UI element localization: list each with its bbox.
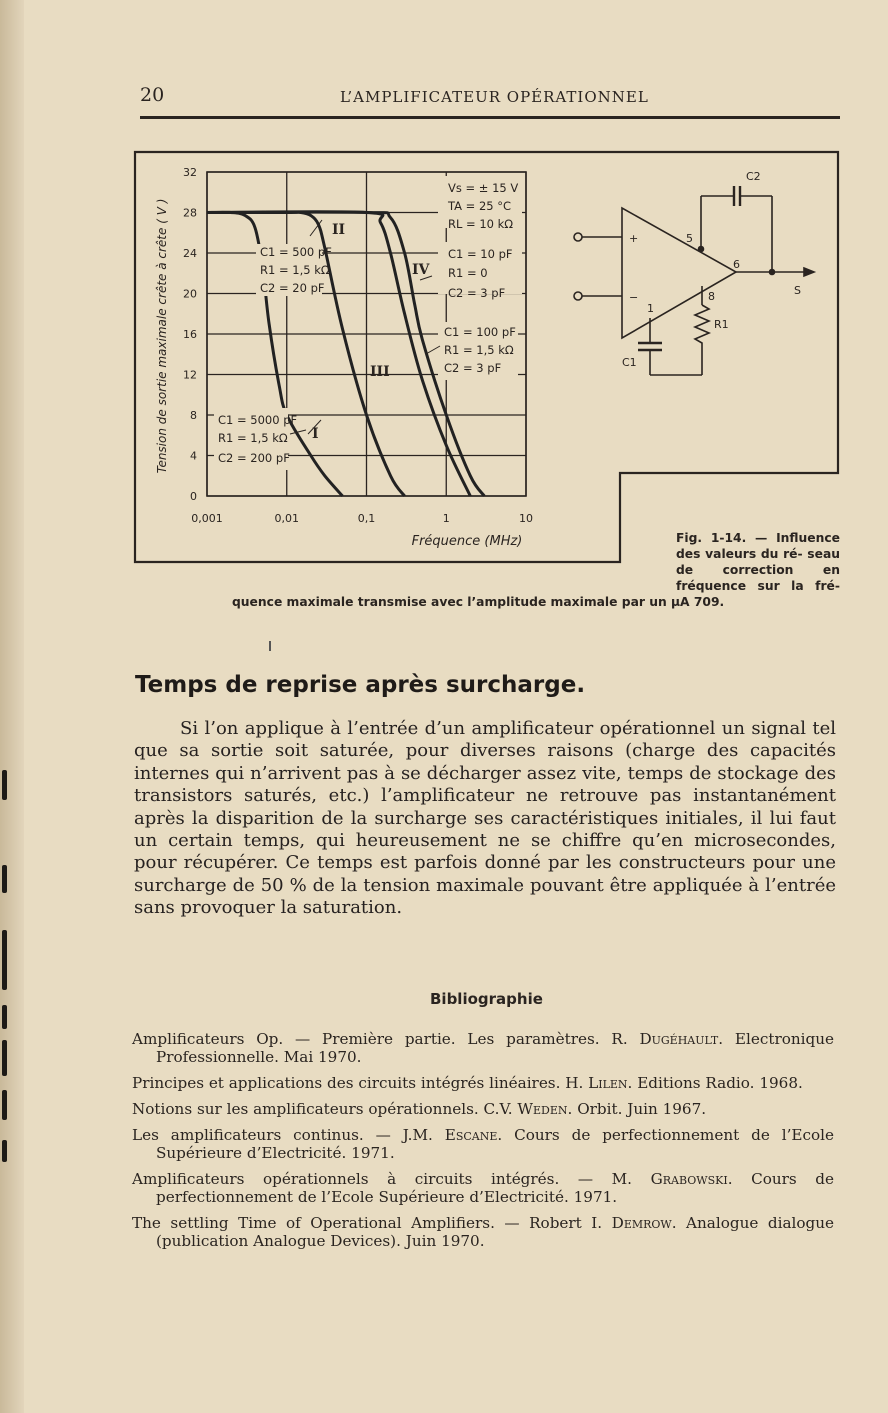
body-paragraph: Si l’on applique à l’entrée d’un amplificateur opérationnel un signal tel que sa sortie soit saturée, pour diverses raisons (charge des capacités internes qui n’arrivent pas à se décharger assez vite, temps de stockage des transistors saturés, etc.) l’amplificateur ne retrouve pas instantanément après la disparition de la surcharge ses caractéristiques initiales, il lui faut un certain temps, qui heureusement ne se chiffre qu’en microsecondes, pour récupérer. Ce temps est parfois donné par les constructeurs pour une surcharge de 50 % de la tension maximale pouvant être appliquée à l’entrée sans provoquer la saturation. [134,718,836,919]
curve3-label-c2: C2 = 3 pF [444,361,502,375]
y-tick-label: 28 [183,206,197,220]
curve-name-iii: III [370,364,390,380]
curve4-label-r1: R1 = 0 [448,266,488,280]
binding-mark [2,930,7,990]
condition-rl: RL = 10 kΩ [448,217,514,231]
op-amp-circuit [574,186,814,375]
figure-caption-continued: quence maximale transmise avec l’amplitude maximale par un μA 709. [232,595,725,609]
curve4-label-c2: C2 = 3 pF [448,286,506,300]
x-tick-label: 0,1 [357,512,376,525]
curve3-label-c1: C1 = 100 pF [444,325,516,339]
binding-mark [2,865,7,893]
header-rule [140,116,840,119]
curve-name-iv: IV [412,262,430,278]
y-axis-label: Tension de sortie maximale crête à crête ( V ) [155,198,169,474]
binding-mark [2,770,7,800]
bibliography-entry: The settling Time of Operational Amplifiers. — Robert I. Demrow. Analogue dialogue (publication Analogue Devices). Juin 1970. [132,1214,834,1250]
r1-label: R1 [714,318,729,331]
running-title: L’AMPLIFICATEUR OPÉRATIONNEL [340,88,649,106]
binding-mark [2,1090,7,1120]
curve1-label-c2: C2 = 200 pF [218,451,290,465]
pin-1: 1 [647,302,654,315]
pin-6: 6 [733,258,740,271]
y-tick-label: 20 [183,287,197,301]
stray-mark [269,641,271,651]
bibliography-entry: Amplificateurs Op. — Première partie. Les paramètres. R. Dugéhault. Electronique Professionnelle. Mai 1970. [132,1030,834,1066]
curve2-label-c1: C1 = 500 pF [260,245,332,259]
y-tick-label: 16 [183,328,197,341]
bibliography-entry: Les amplificateurs continus. — J.M. Escane. Cours de perfectionnement de l’Ecole Supérieure d’Electricité. 1971. [132,1126,834,1162]
curve2-label-r1: R1 = 1,5 kΩ [260,263,330,277]
c1-label: C1 [622,356,637,369]
plus-sign: + [629,232,639,245]
curve1-label-r1: R1 = 1,5 kΩ [218,431,288,445]
x-tick-label: 10 [519,512,533,525]
curve3-label-r1: R1 = 1,5 kΩ [444,343,514,357]
running-head [140,84,840,112]
y-tick-label: 8 [190,409,197,422]
page-edge [0,0,24,1413]
condition-vs: Vs = ± 15 V [448,181,519,195]
c2-label: C2 [746,170,761,183]
pin-8: 8 [708,290,715,303]
binding-mark [2,1040,7,1076]
x-tick-label: 0,001 [191,512,223,525]
figure [132,150,842,570]
bibliography-entry: Amplificateurs opérationnels à circuits intégrés. — M. Grabowski. Cours de perfectionnement de l’Ecole Supérieure d’Electricité. 1971. [132,1170,834,1206]
bibliography-entry: Notions sur les amplificateurs opérationnels. C.V. Weden. Orbit. Juin 1967. [132,1100,707,1118]
curve2-label-c2: C2 = 20 pF [260,281,325,295]
curve4-label-c1: C1 = 10 pF [448,247,513,261]
page-number: 20 [140,84,165,106]
binding-mark [2,1005,7,1029]
curve-name-i: I [312,426,319,442]
condition-ta: TA = 25 °C [448,199,512,213]
bibliography-heading: Bibliographie [430,990,543,1008]
figure-caption: Fig. 1-14. — Influence des valeurs du ré- seau de correction en fréquence sur la fré- [676,531,840,593]
x-axis-label: Fréquence (MHz) [411,534,523,549]
y-tick-label: 4 [190,449,197,463]
curve-name-ii: II [332,222,346,238]
x-tick-label: 1 [442,512,450,525]
binding-mark [2,1140,7,1162]
y-tick-label: 24 [183,247,197,260]
section-heading: Temps de reprise après surcharge. [135,672,586,698]
y-tick-label: 32 [183,166,197,179]
bibliography-list [132,1030,834,1258]
pin-5: 5 [686,232,693,245]
bibliography-entry: Principes et applications des circuits intégrés linéaires. H. Lilen. Editions Radio. 1968. [132,1074,803,1092]
x-tick-label: 0,01 [274,512,299,525]
output-label: S [794,284,801,297]
curve1-label-c1: C1 = 5000 pF [218,413,298,427]
minus-sign: − [629,291,639,304]
y-tick-label: 0 [190,490,197,503]
y-tick-label: 12 [183,368,197,382]
